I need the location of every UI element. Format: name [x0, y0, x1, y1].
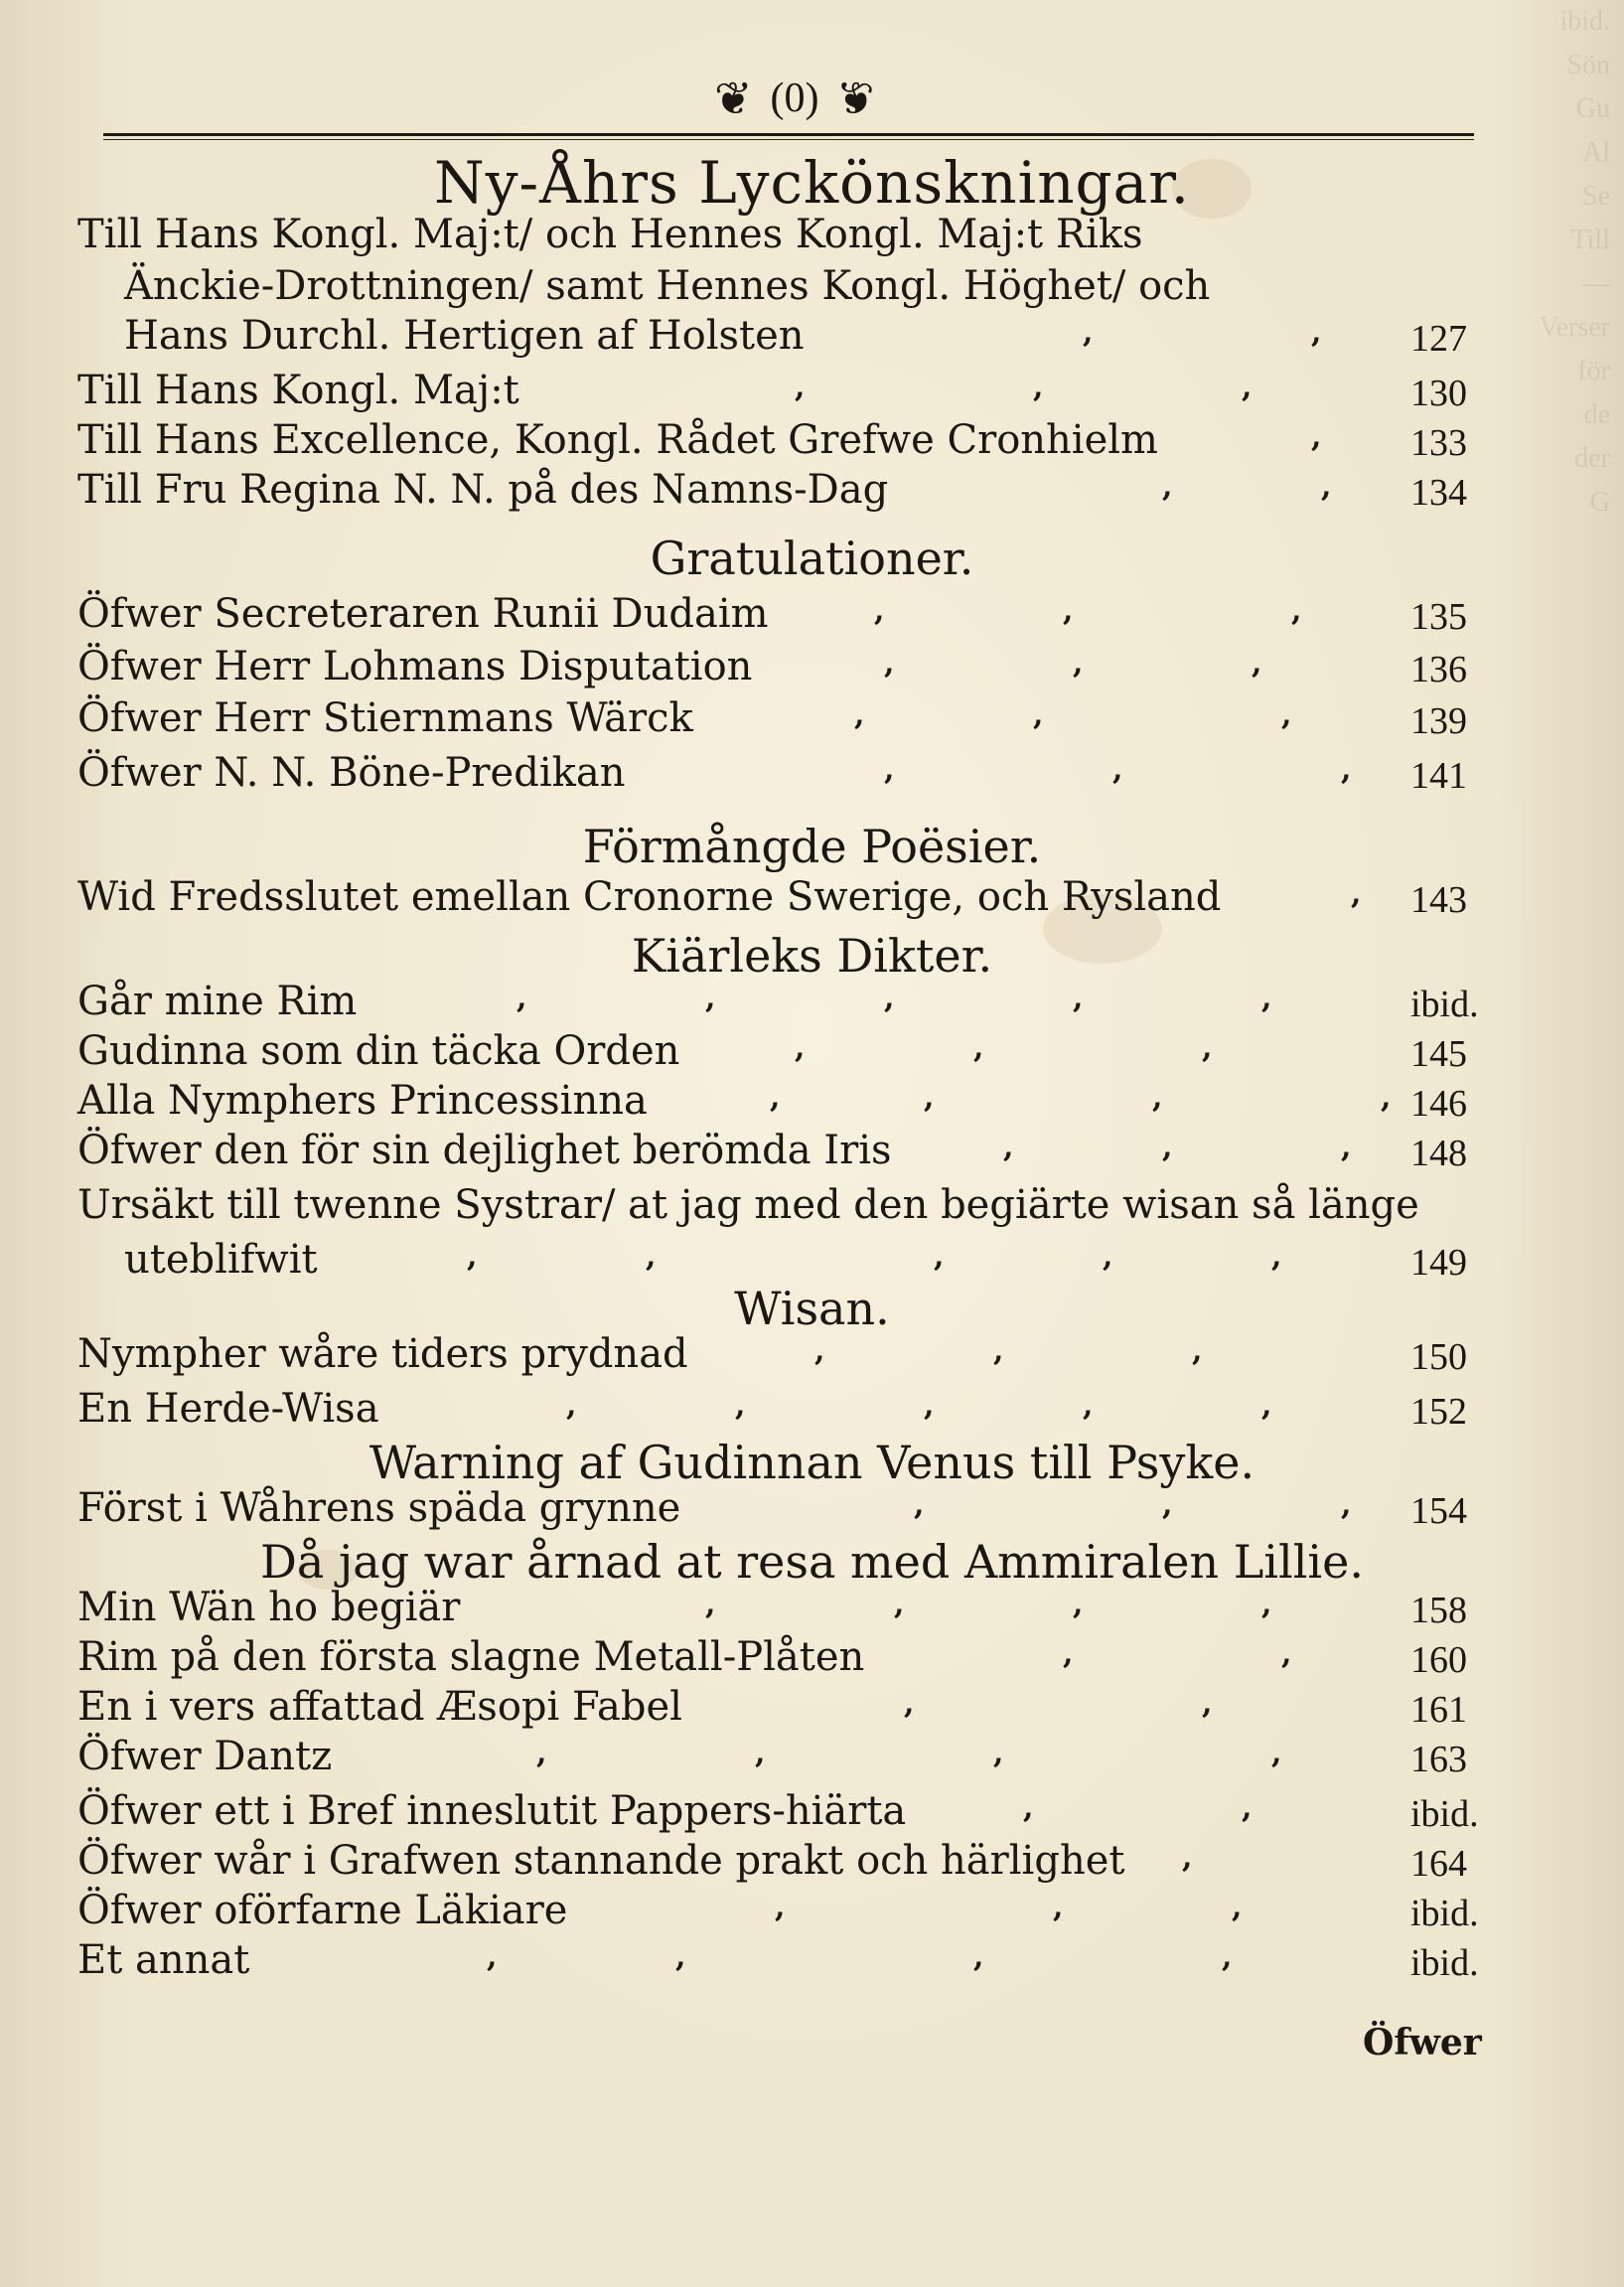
leader-mark: , [566, 1388, 577, 1423]
leader-mark: , [904, 1686, 915, 1721]
toc-entry-title: Till Fru Regina N. N. på des Namns-Dag [77, 467, 889, 513]
leader-mark: , [735, 1388, 746, 1423]
toc-page-number: 143 [1410, 879, 1467, 921]
leader-mark: , [1103, 1239, 1113, 1274]
toc-page-number: ibid. [1410, 984, 1479, 1025]
leader-mark: , [934, 1239, 945, 1274]
leader-mark: , [1271, 1736, 1282, 1770]
toc-entry-title: Öfwer Secreteraren Runii Dudaim [77, 591, 769, 637]
leader-mark: , [487, 1939, 498, 1974]
leader-mark: , [1063, 1636, 1074, 1671]
leader-mark: , [1003, 1130, 1014, 1164]
leader-mark: , [1341, 1487, 1352, 1522]
page-header [636, 64, 954, 133]
leader-mark: , [874, 593, 885, 628]
toc-entry-title: Rim på den första slagne Metall-Plåten [77, 1634, 865, 1680]
toc-entry-title: Öfwer Herr Lohmans Disputation [77, 644, 753, 689]
leader-mark: , [1063, 593, 1074, 628]
toc-page-number: 130 [1410, 373, 1467, 414]
toc-page-number: 149 [1410, 1242, 1467, 1284]
toc-page-number: 154 [1410, 1490, 1467, 1532]
leader-mark: , [517, 981, 527, 1015]
leader-mark: , [795, 370, 806, 404]
toc-entry-title: Går mine Rim [77, 979, 358, 1024]
toc-entry-title: Öfwer ett i Bref inneslutit Pappers-hiärta [77, 1788, 907, 1834]
toc-entry-title: Wid Fredsslutet emellan Cronorne Swerige, och Rysland [77, 874, 1222, 920]
toc-entry-title: uteblifwit [124, 1237, 318, 1283]
toc-page-number: 127 [1410, 318, 1467, 360]
header-rule-thin [103, 139, 1474, 140]
leader-mark: , [1202, 1686, 1213, 1721]
toc-page-number: ibid. [1410, 1893, 1479, 1934]
leader-mark: , [973, 1030, 984, 1065]
toc-page-number: 139 [1410, 700, 1467, 742]
leader-mark: , [1192, 1333, 1203, 1368]
leader-mark: , [770, 1080, 781, 1115]
toc-page-number: 152 [1410, 1391, 1467, 1433]
toc-page-number: 141 [1410, 755, 1467, 797]
leader-mark: , [1351, 876, 1362, 911]
leader-mark: , [854, 697, 865, 732]
leader-mark: , [1311, 315, 1322, 350]
toc-entry-title: Alla Nymphers Princessinna [77, 1078, 648, 1124]
leader-mark: , [705, 981, 716, 1015]
left-ornament-icon: ❦ [713, 72, 753, 125]
toc-entry-title: Gudinna som din täcka Orden [77, 1028, 680, 1074]
toc-page-number: ibid. [1410, 1942, 1479, 1984]
leader-mark: , [1033, 370, 1044, 404]
toc-page-number: 164 [1410, 1843, 1467, 1885]
toc-page-number: 160 [1410, 1639, 1467, 1681]
leader-mark: , [1271, 1239, 1282, 1274]
leader-mark: , [1281, 1636, 1292, 1671]
leader-mark: , [1381, 1080, 1392, 1115]
leader-mark: , [1152, 1080, 1163, 1115]
toc-page-number: 145 [1410, 1033, 1467, 1075]
section-heading: Wisan. [734, 1282, 890, 1335]
leader-mark: , [1222, 1939, 1233, 1974]
leader-mark: , [1291, 593, 1302, 628]
leader-mark: , [884, 981, 895, 1015]
leader-mark: , [1073, 1587, 1084, 1621]
toc-entry-title: Till Hans Kongl. Maj:t/ och Hennes Kongl. Maj:t Riks [77, 212, 1143, 257]
toc-entry-title: Till Hans Kongl. Maj:t [77, 368, 519, 413]
leader-mark: , [755, 1736, 766, 1770]
toc-page-number: 146 [1410, 1083, 1467, 1125]
leader-mark: , [1261, 1388, 1272, 1423]
leader-mark: , [536, 1736, 547, 1770]
toc-page-number: 163 [1410, 1739, 1467, 1780]
section-heading: Då jag war årnad at resa med Ammiralen Lillie. [260, 1535, 1364, 1589]
toc-page-number: 133 [1410, 422, 1467, 464]
leader-mark: , [1232, 1890, 1243, 1924]
catchword: Öfwer [1363, 2022, 1482, 2063]
leader-mark: , [1321, 469, 1332, 504]
leader-mark: , [1162, 469, 1173, 504]
toc-entry-title: Ursäkt till twenne Systrar/ at jag med den begiärte wisan så länge [77, 1182, 1419, 1228]
leader-mark: , [1033, 697, 1044, 732]
leader-mark: , [775, 1890, 786, 1924]
leader-mark: , [1242, 1790, 1253, 1825]
toc-page-number: 161 [1410, 1689, 1467, 1731]
show-through-text: ibid. Sön Gu Al Se Till — Verser för de der G [1539, 6, 1610, 518]
section-heading: Kiärleks Dikter. [631, 929, 993, 983]
leader-mark: , [1261, 981, 1272, 1015]
toc-page-number: 148 [1410, 1133, 1467, 1174]
leader-mark: , [1281, 697, 1292, 732]
leader-mark: , [1341, 1130, 1352, 1164]
leader-mark: , [1053, 1890, 1064, 1924]
toc-entry-title: En i vers affattad Æsopi Fabel [77, 1684, 682, 1730]
section-heading: Förmångde Poësier. [582, 820, 1042, 873]
toc-entry-title: Öfwer N. N. Böne-Predikan [77, 750, 626, 796]
leader-mark: , [705, 1587, 716, 1621]
toc-entry-title: Öfwer Dantz [77, 1734, 333, 1779]
toc-entry-title: Öfwer den för sin dejlighet berömda Iris [77, 1128, 892, 1173]
leader-mark: , [1023, 1790, 1034, 1825]
toc-entry-title: Et annat [77, 1937, 250, 1983]
page-number: (0) [770, 76, 819, 121]
toc-entry-title: Öfwer wår i Grafwen stannande prakt och härlighet [77, 1838, 1125, 1884]
page-title: Ny-Åhrs Lyckönskningar. [433, 149, 1191, 217]
leader-mark: , [894, 1587, 905, 1621]
header-rule [103, 133, 1474, 136]
leader-mark: , [1162, 1130, 1173, 1164]
leader-mark: , [1073, 646, 1084, 681]
leader-mark: , [973, 1939, 984, 1974]
leader-mark: , [1261, 1587, 1272, 1621]
leader-mark: , [1112, 752, 1123, 787]
leader-mark: , [675, 1939, 686, 1974]
section-heading: Gratulationer. [650, 532, 974, 585]
leader-mark: , [993, 1736, 1004, 1770]
toc-page-number: 136 [1410, 649, 1467, 690]
leader-mark: , [1252, 646, 1262, 681]
toc-entry-title: En Herde-Wisa [77, 1386, 379, 1432]
leader-mark: , [1311, 419, 1322, 454]
leader-mark: , [1182, 1840, 1193, 1875]
leader-mark: , [993, 1333, 1004, 1368]
leader-mark: , [467, 1239, 478, 1274]
toc-page-number: 135 [1410, 596, 1467, 638]
section-heading: Warning af Gudinnan Venus till Psyke. [369, 1436, 1255, 1489]
toc-page-number: 150 [1410, 1336, 1467, 1378]
leader-mark: , [1162, 1487, 1173, 1522]
leader-mark: , [884, 646, 895, 681]
toc-entry-title: Till Hans Excellence, Kongl. Rådet Grefwe Cronhielm [77, 417, 1158, 463]
leader-mark: , [646, 1239, 657, 1274]
leader-mark: , [1073, 981, 1084, 1015]
toc-entry-title: Änckie-Drottningen/ samt Hennes Kongl. Höghet/ och [124, 263, 1211, 309]
leader-mark: , [924, 1388, 935, 1423]
toc-page-number: 134 [1410, 472, 1467, 514]
leader-mark: , [1083, 315, 1094, 350]
toc-entry-title: Nympher wåre tiders prydnad [77, 1331, 688, 1377]
toc-page-number: ibid. [1410, 1793, 1479, 1835]
leader-mark: , [924, 1080, 935, 1115]
leader-mark: , [814, 1333, 825, 1368]
leader-mark: , [1242, 370, 1253, 404]
toc-entry-title: Först i Wåhrens späda grynne [77, 1485, 681, 1531]
toc-entry-title: Min Wän ho begiär [77, 1585, 461, 1630]
toc-entry-title: Öfwer Herr Stiernmans Wärck [77, 695, 693, 741]
leader-mark: , [1202, 1030, 1213, 1065]
right-ornament-icon: ❦ [836, 72, 876, 125]
leader-mark: , [1083, 1388, 1094, 1423]
toc-page-number: 158 [1410, 1590, 1467, 1631]
toc-entry-title: Hans Durchl. Hertigen af Holsten [124, 313, 805, 359]
leader-mark: , [914, 1487, 925, 1522]
leader-mark: , [795, 1030, 806, 1065]
toc-entry-title: Öfwer oförfarne Läkiare [77, 1888, 568, 1933]
leader-mark: , [1341, 752, 1352, 787]
leader-mark: , [884, 752, 895, 787]
